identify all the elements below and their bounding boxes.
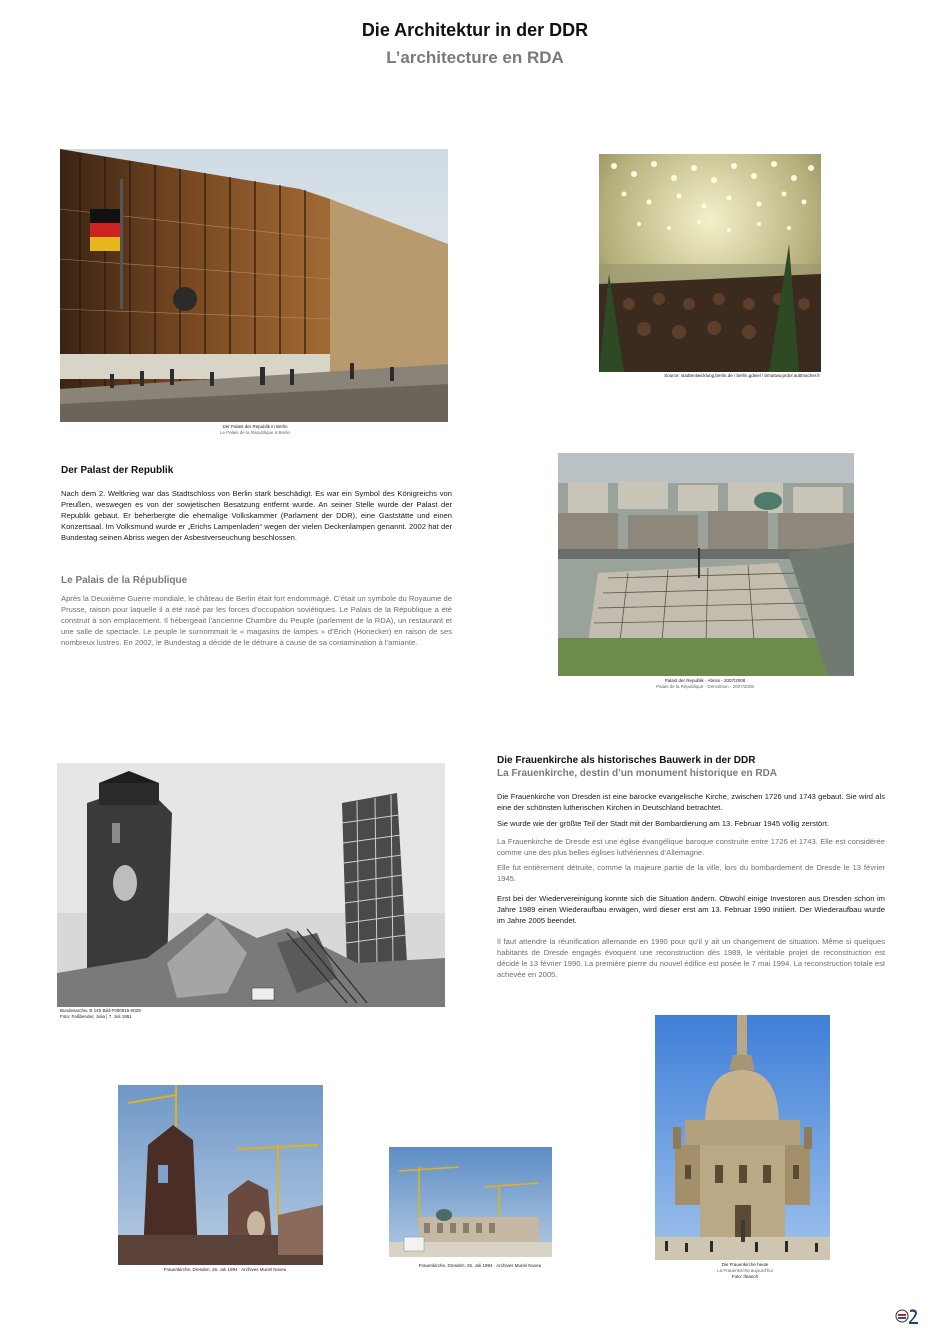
palast-demolition-photo xyxy=(558,453,854,676)
organization-logo xyxy=(893,1306,923,1328)
palast-text-de: Nach dem 2. Weltkrieg war das Stadtschloss von Berlin stark beschädigt. Es war ein Symbol des Königreichs von Preußen, weswegen es von der sowjetischen Besatzung entfernt wurde. An seiner Stelle wurde der Palast der Republik gebaut. Er beherbergte die ehemalige Volkskammer (Parlament der DDR), eine Gaststätte und einen Konzertsaal. Im Volksmund wurde er „Erichs Lampenladen“ wegen der vielen Deckenlampen genannt. 2002 hat der Bundestag seinen Abriss wegen der Asbestverseuchung beschlossen. xyxy=(61,489,452,542)
palast-heading-de: Der Palast der Republik xyxy=(61,465,174,476)
frauenkirche-heading-de: Die Frauenkirche als historisches Bauwerk in der DDR xyxy=(497,755,756,766)
page-subtitle: L’architecture en RDA xyxy=(386,48,564,67)
frauenkirche-p1-fr: La Frauenkirche de Dresde est une église évangélique baroque construite entre 1726 et 1743. Elle est considérée comme une des plus belles églises luthériennes d’Allemagne. xyxy=(497,837,885,857)
frauenkirche-p1-de: Die Frauenkirche von Dresden ist eine barocke evangelische Kirche, zwischen 1726 und 1743 gebaut. Sie wird als eine der schönsten lutherischen Kirchen in Deutschland betrachtet. xyxy=(497,792,885,812)
frauenkirche-today-caption: Die Frauenkirche heute La Frauenkirche aujourd’hui Foto: Ifeanch xyxy=(717,1262,773,1279)
palast-interior-photo xyxy=(599,154,821,372)
palast-exterior-photo xyxy=(60,149,448,422)
reconstruction-photo-b xyxy=(389,1147,552,1257)
frauenkirche-ruins-caption: Bundesarchiv, B 145 Bild-F000815-0029 Foto: Faßbender, Julia | 7. Juli 1951 xyxy=(60,1008,141,1019)
reconstruction-photo-a xyxy=(118,1085,323,1265)
frauenkirche-heading-fr: La Frauenkirche, destin d’un monument historique en RDA xyxy=(497,768,778,779)
frauenkirche-p3-fr: Il faut attendre la réunification allemande en 1990 pour qu’il y ait un changement de situation. Même si quelques habitants de Dresde engagés évoquent une reconstruction dès 1989, le véritable projet de reconstruction est décidé le 13 février 1990. La première pierre du nouvel édifice est posée le 7 mai 1994. La reconstruction totale est achevée en 2005. xyxy=(497,937,885,979)
page-title: Die Architektur in der DDR xyxy=(361,20,589,40)
frauenkirche-p2-fr: Elle fut entièrement détruite, comme la majeure partie de la ville, lors du bombardement de Dresde le 13 février 1945. xyxy=(497,863,885,883)
frauenkirche-p2-de: Sie wurde wie der größte Teil der Stadt mit der Bombardierung am 13. Februar 1945 völlig zerstört. xyxy=(497,819,830,828)
reconstruction-caption-b: Frauenkirche, Dresden, 26. Juli 1994 · Archives Muriel Noveu xyxy=(418,1263,542,1268)
reconstruction-caption-a: Frauenkirche, Dresden, 26. Juli 1994 · Archives Muriel Noveu xyxy=(163,1267,287,1272)
frauenkirche-ruins-photo xyxy=(57,763,445,1007)
palast-heading-fr: Le Palais de la République xyxy=(61,575,188,586)
frauenkirche-p3-de: Erst bei der Wiedervereinigung konnte sich die Situation ändern. Obwohl einige Investoren aus Dresden schon im Jahre 1989 einen Wiederaufbau erwägen, wird dieser erst am 13. Februar 1990 initiiert. Der Wiederaufbau wurde im Jahre 2005 beendet. xyxy=(497,894,885,925)
palast-interior-caption: Source: stadtentwicklung.berlin.de / berlin.gdeiel / bmuttow.prdol auttmacher.fr xyxy=(664,373,820,378)
frauenkirche-today-photo xyxy=(655,1015,830,1260)
palast-exterior-caption: Der Palast der Republik in Berlin Le Palais de la République à Berlin xyxy=(219,424,291,435)
palast-text-fr: Après la Deuxième Guerre mondiale, le château de Berlin était fort endommagé. C’était un symbole du Royaume de Prusse, raison pour laquelle il a été rasé par les forces d’occupation soviétiques. Le Palais de la République a été construit à son emplacement. Il hébergeait l’ancienne Chambre du Peuple (parlement de la RDA), un restaurant et une salle de spectacle. Le peuple le surnommait le « magasins de lampes » d’Erich (Honecker) en raison de ses nombreux lustres. En 2002, le Bundestag a décidé de le détruire à cause de sa contamination à l’amiante. xyxy=(61,594,452,647)
palast-demolition-caption: Palast der Republik - Abriss - 2007/2008 Palais de la République - Démolition - 2007/2008 xyxy=(656,678,754,689)
